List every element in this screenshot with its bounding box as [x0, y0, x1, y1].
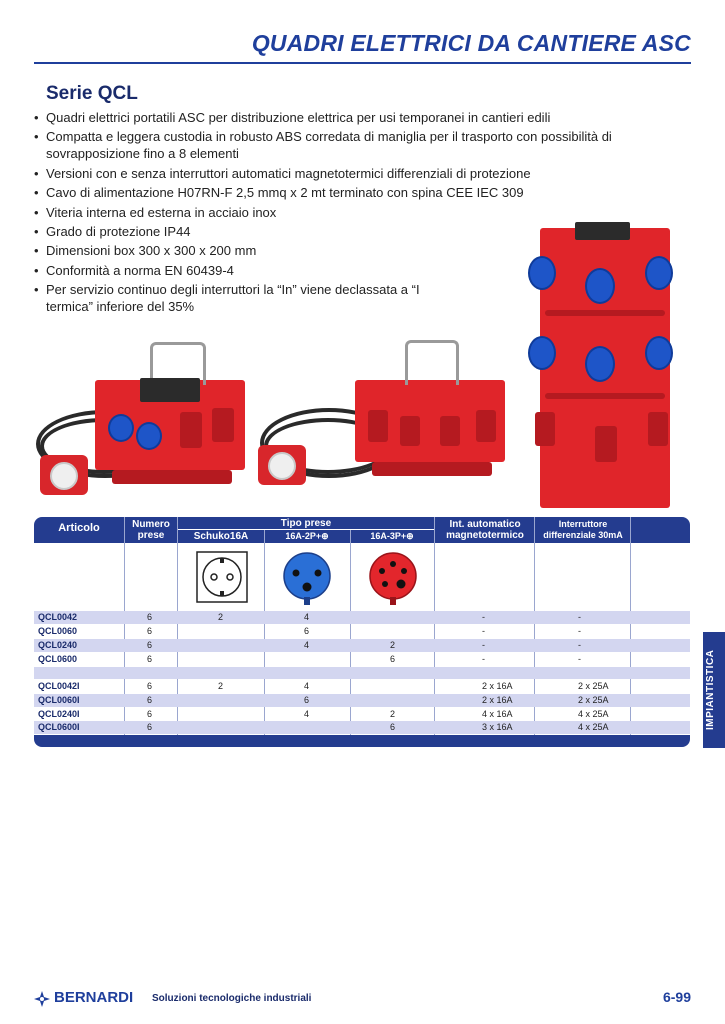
table-row — [34, 708, 690, 721]
side-tab-label: IMPIANTISTICA — [705, 649, 716, 731]
cell-3p: 6 — [390, 722, 396, 732]
table-spacer-row — [34, 667, 690, 679]
cell-auto: 2 x 16A — [482, 681, 513, 691]
cell-auto: - — [482, 654, 485, 664]
col-header-16a-2p: 16A-2P+⊕ — [285, 531, 329, 541]
cell-prese: 6 — [147, 626, 153, 636]
cell-3p: 2 — [390, 640, 396, 650]
bernardi-logo-icon — [34, 991, 50, 1007]
cell-prese: 6 — [147, 654, 153, 664]
cee-3p-socket-icon — [368, 551, 418, 612]
cell-2p: 4 — [304, 640, 310, 650]
table-footer-band — [34, 735, 690, 747]
cell-diff: 4 x 25A — [578, 722, 609, 732]
table-row — [34, 721, 690, 734]
cell-diff: - — [578, 654, 581, 664]
col-header-16a-3p: 16A-3P+⊕ — [370, 531, 414, 541]
col-header-int-automatico: Int. automatico magnetotermico — [446, 519, 524, 541]
col-header-interruttore: Interruttore differenziale 30mA — [543, 519, 623, 540]
cell-prese: 6 — [147, 612, 153, 622]
cell-prese: 6 — [147, 709, 153, 719]
table-row — [34, 625, 690, 638]
cell-3p: 2 — [390, 709, 396, 719]
cell-diff: 2 x 25A — [578, 695, 609, 705]
cell-prese: 6 — [147, 640, 153, 650]
cell-auto: - — [482, 612, 485, 622]
cell-articolo: QCL0600 — [38, 654, 78, 664]
cee-2p-socket-icon — [282, 551, 332, 612]
page-number: 6-99 — [662, 989, 691, 1005]
cell-articolo: QCL0042 — [38, 612, 78, 622]
cell-diff: - — [578, 640, 581, 650]
col-header-articolo: Articolo — [58, 522, 100, 534]
cell-schuko: 2 — [218, 612, 224, 622]
cell-auto: - — [482, 640, 485, 650]
cell-articolo: QCL0240I — [38, 709, 80, 719]
cell-articolo: QCL0240 — [38, 640, 78, 650]
cell-prese: 6 — [147, 695, 153, 705]
cell-articolo: QCL0600I — [38, 722, 80, 732]
cell-auto: 4 x 16A — [482, 709, 513, 719]
feature-item: • Per servizio continuo degli interruttori la “In” viene declassata a “I termica” inferiore del 35% — [34, 281, 456, 315]
page-title: QUADRI ELETTRICI DA CANTIERE ASC — [251, 30, 691, 56]
cell-schuko: 2 — [218, 681, 224, 691]
cell-2p: 4 — [304, 612, 310, 622]
cell-diff: 2 x 25A — [578, 681, 609, 691]
col-header-numero-prese: Numero prese — [132, 519, 170, 541]
cell-articolo: QCL0042I — [38, 681, 80, 691]
cell-2p: 4 — [304, 681, 310, 691]
table-row — [34, 680, 690, 693]
col-header-tipo-prese: Tipo prese — [280, 518, 332, 529]
cell-auto: 3 x 16A — [482, 722, 513, 732]
brand-name: BERNARDI — [54, 989, 134, 1006]
header-divider — [178, 529, 434, 530]
cell-diff: - — [578, 612, 581, 622]
cell-prese: 6 — [147, 722, 153, 732]
cell-diff: - — [578, 626, 581, 636]
cell-articolo: QCL0060 — [38, 626, 78, 636]
cell-auto: - — [482, 626, 485, 636]
feature-item: • Versioni con e senza interruttori automatici magnetotermici differenziali di protezione — [34, 165, 664, 182]
cell-prese: 6 — [147, 681, 153, 691]
table-row — [34, 611, 690, 624]
cell-2p: 6 — [304, 626, 310, 636]
feature-item: • Conformità a norma EN 60439-4 — [34, 262, 446, 279]
table-row — [34, 653, 690, 666]
feature-item: • Dimensioni box 300 x 300 x 200 mm — [34, 242, 664, 259]
cell-2p: 4 — [304, 709, 310, 719]
brand-tagline: Soluzioni tecnologiche industriali — [152, 993, 312, 1004]
table-row — [34, 639, 690, 652]
feature-item: • Cavo di alimentazione H07RN-F 2,5 mmq x 2 mt terminato con spina CEE IEC 309 — [34, 184, 664, 201]
cell-auto: 2 x 16A — [482, 695, 513, 705]
cell-diff: 4 x 25A — [578, 709, 609, 719]
feature-item: • Quadri elettrici portatili ASC per distribuzione elettrica per usi temporanei in cantieri edili — [34, 109, 664, 126]
feature-item: • Compatta e leggera custodia in robusto ABS corredata di maniglia per il trasporto con possibilità di sovrapposizione fino a 8 elementi — [34, 128, 664, 162]
feature-item: • Grado di protezione IP44 — [34, 223, 664, 240]
cell-articolo: QCL0060I — [38, 695, 80, 705]
feature-item: • Viteria interna ed esterna in acciaio inox — [34, 204, 664, 221]
table-row — [34, 694, 690, 707]
section-title: Serie QCL — [46, 83, 138, 104]
cell-2p: 6 — [304, 695, 310, 705]
cell-3p: 6 — [390, 654, 396, 664]
title-rule — [34, 62, 691, 64]
schuko-socket-icon — [196, 551, 248, 608]
col-header-schuko: Schuko16A — [193, 531, 249, 542]
